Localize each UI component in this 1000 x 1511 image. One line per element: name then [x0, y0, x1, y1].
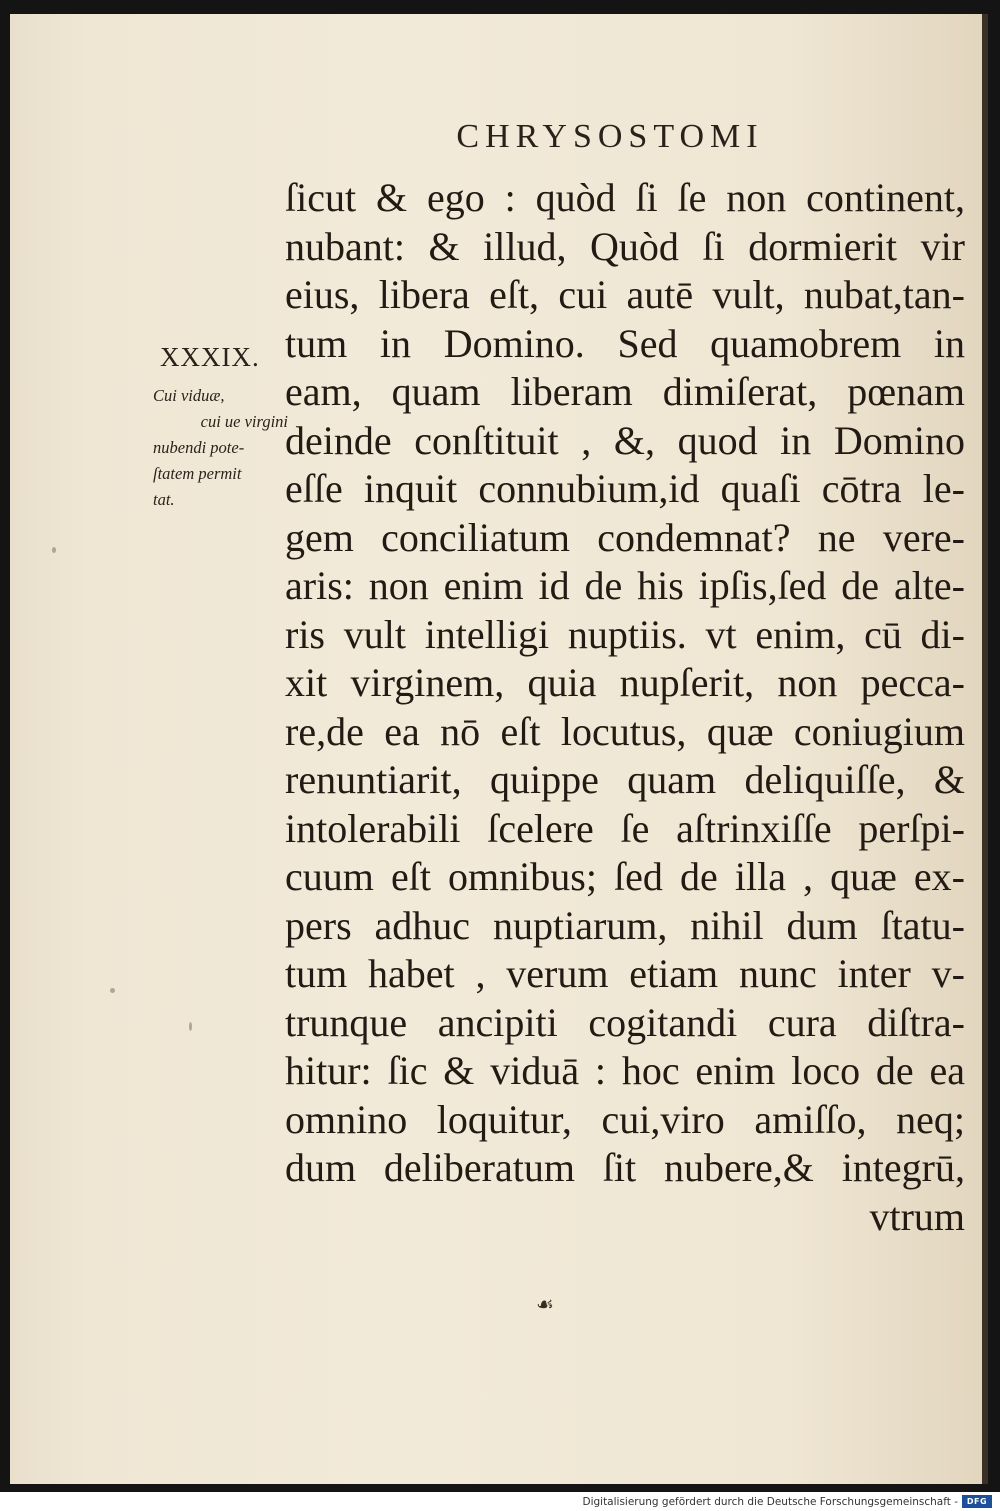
text-line: tum habet , verum etiam nunc inter v-: [285, 951, 965, 996]
paper-spot: [110, 988, 115, 993]
text-line: omnino loquitur, cui,viro amiſſo, neq;: [285, 1096, 965, 1142]
paper-spot: [52, 547, 56, 553]
text-line: dum deliberatum ſit nubere,& integrū,: [285, 1145, 965, 1190]
body-text: [285, 174, 965, 1241]
text-line: deinde conſtituit , &, quod in Domino: [285, 417, 965, 463]
text-line: cuum eſt omnibus; ſed de illa , quæ ex-: [285, 854, 965, 899]
dfg-logo-icon: DFG: [962, 1495, 992, 1508]
catchword: vtrum: [869, 1193, 965, 1239]
margin-note-line: tat.: [153, 490, 175, 509]
text-line: gem conciliatum condemnat? ne vere-: [285, 514, 965, 560]
footer-credit: Digitalisierung gefördert durch die Deutsche Forschungsgemeinschaft -: [582, 1496, 958, 1508]
text-line: trunque ancipiti cogitandi cura diſtra-: [285, 999, 965, 1045]
text-line: aris: non enim id de his ipſis,ſed de alte-: [285, 563, 965, 608]
text-line: ris vult intelligi nuptiis. vt enim, cū di-: [285, 611, 965, 657]
text-line: hitur: ſic & viduā : hoc enim loco de ea: [285, 1048, 965, 1093]
margin-note-line: cui ue virgini: [200, 412, 288, 431]
margin-note-line: Cui viduæ,: [153, 386, 225, 405]
text-line: eam, quam liberam dimiſerat, pœnam: [285, 369, 965, 414]
text-line: re,de ea nō eſt locutus, quæ coniugium: [285, 708, 965, 754]
text-line: xit virginem, quia nupſerit, non pecca-: [285, 660, 965, 705]
running-head: CHRYSOSTOMI: [456, 118, 764, 155]
margin-note-line: nubendi pote-: [153, 438, 245, 457]
margin-note: [153, 383, 288, 513]
text-line: nubant: & illud, Quòd ſi dormierit vir: [285, 223, 965, 269]
text-line: renuntiarit, quippe quam deliquiſſe, &: [285, 757, 965, 802]
signature-mark-icon: ☙: [536, 1292, 554, 1316]
margin-note-line: ſtatem permit: [153, 464, 242, 483]
text-line: ſicut & ego : quòd ſi ſe non continent,: [285, 175, 965, 220]
text-line: eius, libera eſt, cui autē vult, nubat,tan-: [285, 272, 965, 317]
margin-chapter-number: XXXIX.: [160, 342, 260, 372]
text-line: intolerabili ſcelere ſe aſtrinxiſſe perſpi-: [285, 805, 965, 851]
paper-spot: [189, 1022, 192, 1031]
text-line: tum in Domino. Sed quamobrem in: [285, 320, 965, 366]
text-line: eſſe inquit connubium,id quaſi cōtra le-: [285, 466, 965, 511]
text-line: pers adhuc nuptiarum, nihil dum ſtatu-: [285, 902, 965, 948]
